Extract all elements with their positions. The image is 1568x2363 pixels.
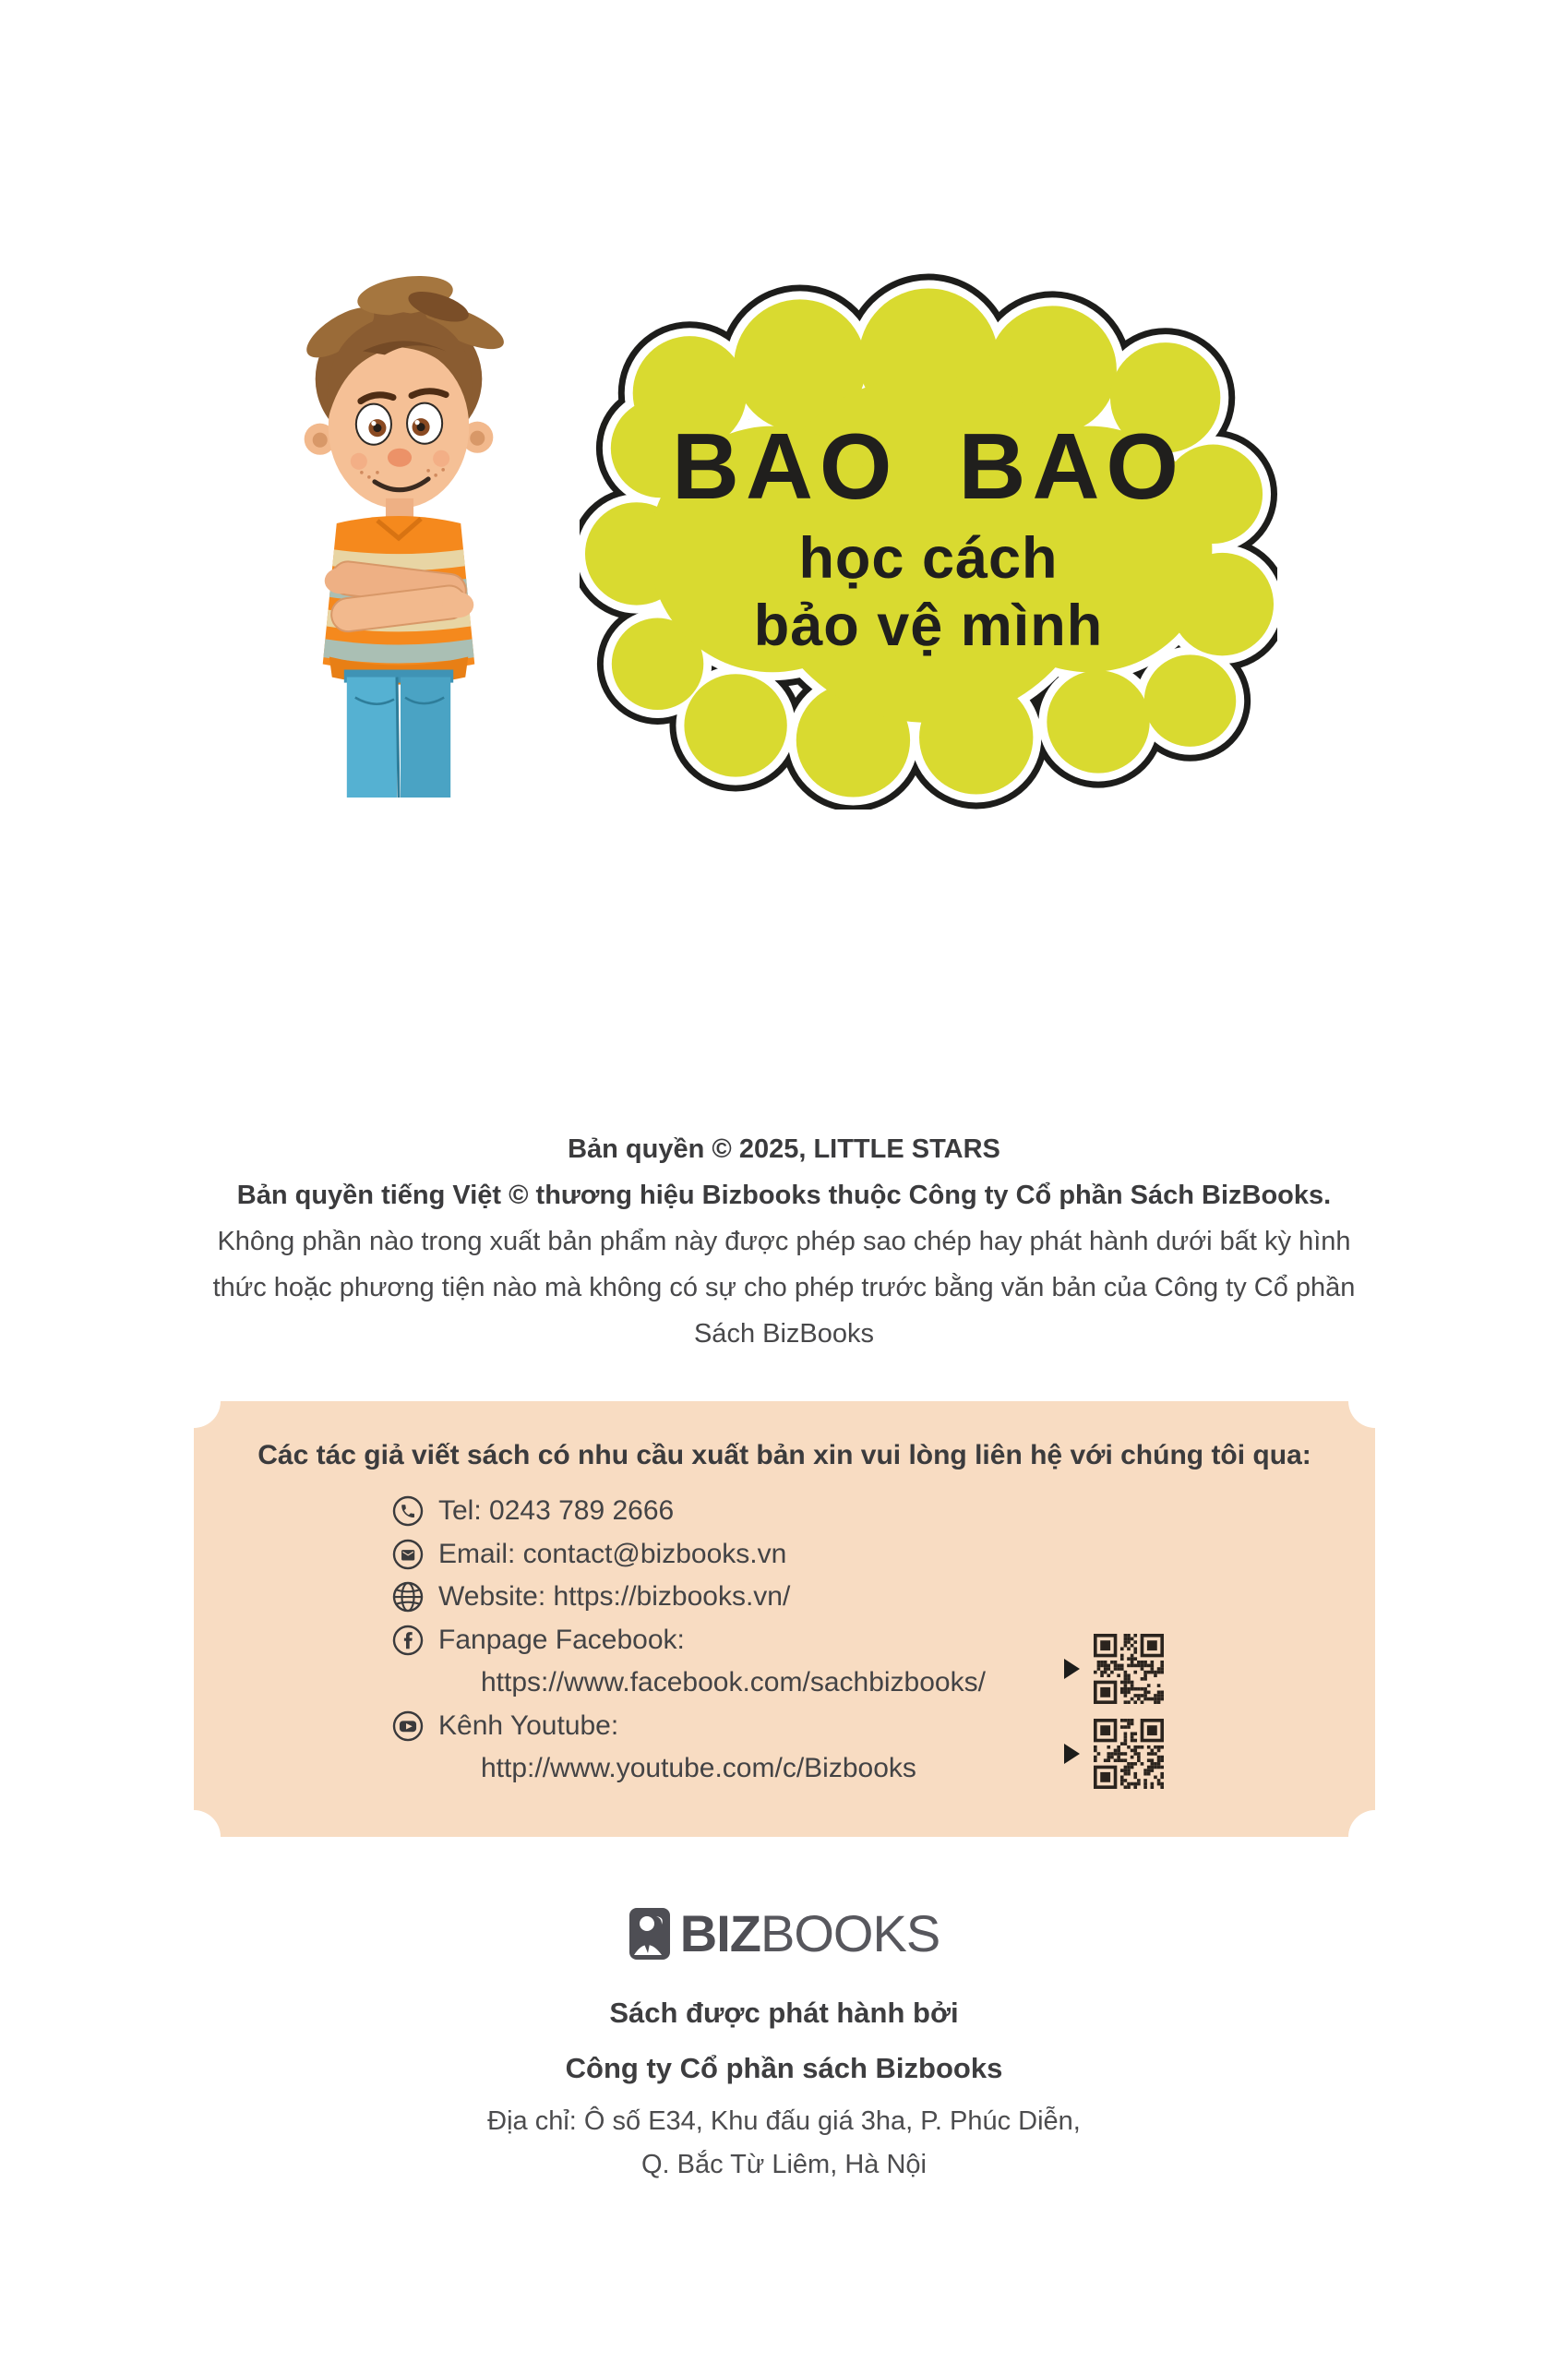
copyright-body-line-2: thức hoặc phương tiện nào mà không có sự cho phép trước bằng văn bản của Công ty Cổ phần	[212, 1273, 1356, 1302]
contact-row-tel	[392, 1490, 986, 1533]
qr-code-column	[1094, 1634, 1164, 1804]
contact-email-label: Email: contact@bizbooks.vn	[438, 1538, 787, 1569]
contact-tel-label: Tel: 0243 789 2666	[438, 1495, 675, 1527]
contact-box-title: Các tác giả viết sách có nhu cầu xuất bản xin vui lòng liên hệ với chúng tôi qua:	[257, 1440, 1311, 1470]
facebook-icon	[392, 1625, 424, 1656]
corner-notch	[1348, 1374, 1402, 1428]
bizbooks-logo	[0, 1904, 1568, 1962]
publisher-contact-box	[194, 1401, 1375, 1837]
facebook-qr-code	[1094, 1634, 1164, 1704]
copyright-line-2: Bản quyền tiếng Việt © thương hiệu Bizbooks thuộc Công ty Cổ phần Sách BizBooks.	[236, 1181, 1332, 1210]
bizbooks-book-icon	[628, 1907, 671, 1961]
contact-row-email	[392, 1533, 986, 1577]
contact-row-youtube	[392, 1705, 986, 1748]
contact-row-website	[392, 1576, 986, 1619]
company-line: Công ty Cổ phần sách Bizbooks	[565, 2052, 1003, 2084]
facebook-url-text: https://www.facebook.com/sachbizbooks/	[481, 1667, 986, 1698]
contact-facebook-label: Fanpage Facebook:	[438, 1624, 685, 1655]
logo-books: BOOKS	[760, 1904, 940, 1962]
youtube-icon	[392, 1710, 424, 1742]
contact-list	[392, 1490, 986, 1791]
arrow-right-icon	[1064, 1659, 1080, 1679]
bizbooks-logo-text	[679, 1904, 940, 1962]
book-subtitle-line1: học cách	[798, 526, 1059, 591]
copyright-line-1: Bản quyền © 2025, LITTLE STARS	[568, 1134, 1000, 1164]
arrow-right-icon	[1064, 1744, 1080, 1764]
address-line-2: Q. Bắc Từ Liêm, Hà Nội	[641, 2150, 927, 2179]
contact-row-facebook	[392, 1619, 986, 1662]
contact-website-label: Website: https://bizbooks.vn/	[438, 1581, 791, 1613]
address-line-1: Địa chỉ: Ô số E34, Khu đấu giá 3ha, P. Phúc Diễn,	[487, 2106, 1081, 2136]
youtube-qr-code	[1094, 1719, 1164, 1789]
book-subtitle-line2: bảo vệ mình	[753, 594, 1104, 658]
phone-icon	[392, 1495, 424, 1527]
globe-icon	[392, 1581, 424, 1613]
copyright-body-line-1: Không phần nào trong xuất bản phẩm này được phép sao chép hay phát hành dưới bất kỳ hình	[217, 1227, 1351, 1256]
copyright-body-line-3: Sách BizBooks	[693, 1319, 875, 1349]
corner-notch	[167, 1374, 221, 1428]
book-title: BAO BAO	[672, 415, 1185, 519]
logo-biz: BIZ	[679, 1904, 761, 1962]
email-icon	[392, 1539, 424, 1570]
youtube-url-text: http://www.youtube.com/c/Bizbooks	[481, 1753, 916, 1784]
contact-youtube-url	[392, 1747, 986, 1791]
corner-notch	[167, 1810, 221, 1864]
title-cloud-bubble	[580, 270, 1277, 810]
copyright-block	[0, 1126, 1568, 1357]
boy-illustration	[273, 242, 524, 798]
contact-youtube-label: Kênh Youtube:	[438, 1709, 619, 1741]
contact-facebook-url	[392, 1661, 986, 1705]
corner-notch	[1348, 1810, 1402, 1864]
distribution-line: Sách được phát hành bởi	[609, 1997, 959, 2029]
